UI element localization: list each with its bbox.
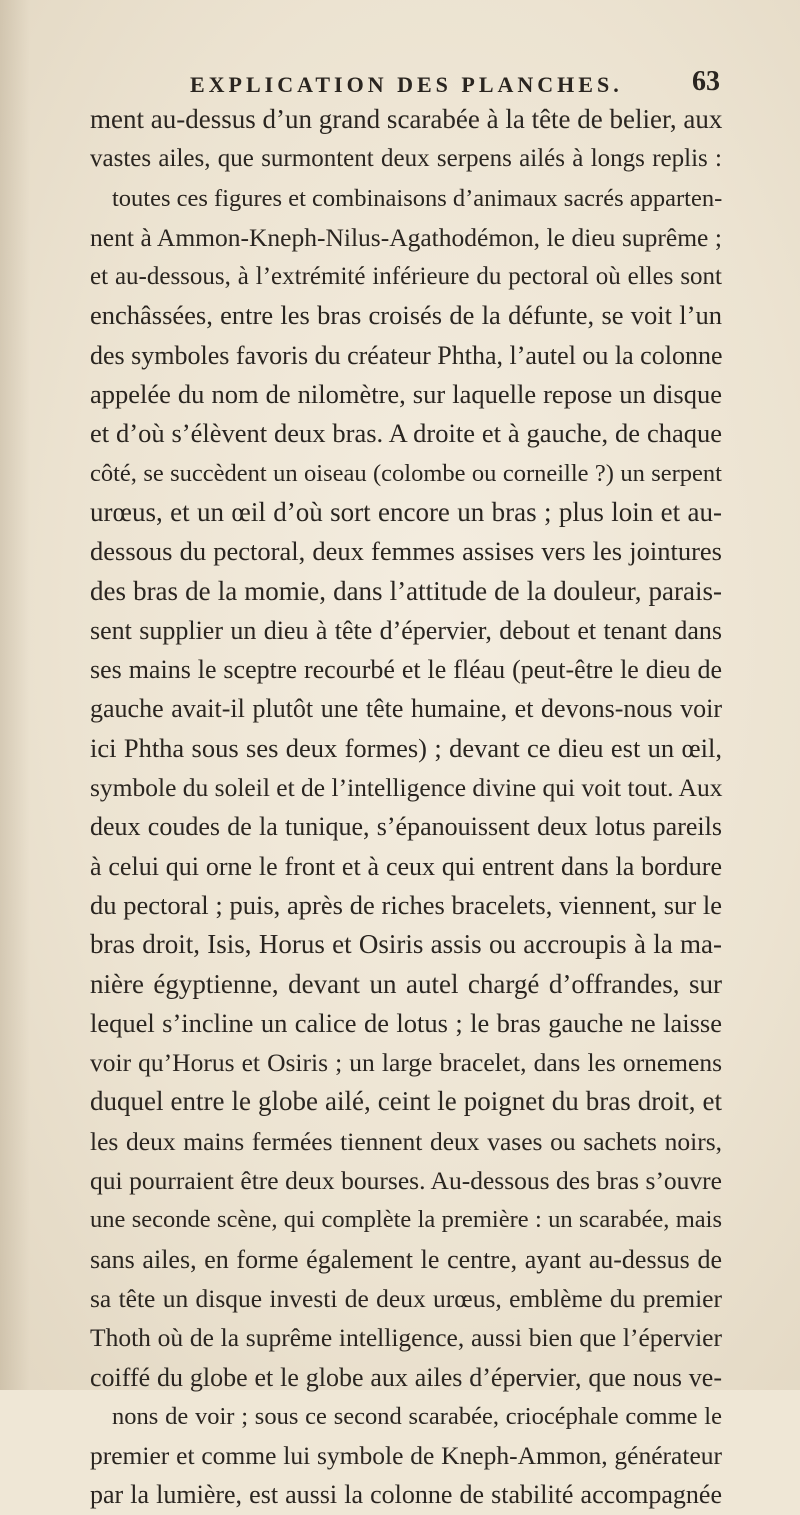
text-line: dessous du pectoral, deux femmes assises vers les jointures — [90, 536, 722, 567]
text-line: ses mains le sceptre recourbé et le fléau (peut-être le dieu de — [90, 655, 722, 685]
text-line: appelée du nom de nilomètre, sur laquelle repose un disque — [90, 379, 722, 410]
text-line: deux coudes de la tunique, s’épanouissent deux lotus pareils — [90, 812, 722, 842]
text-line: par la lumière, est aussi la colonne de stabilité accompagnée — [90, 1480, 722, 1510]
text-line: vastes ailes, que surmontent deux serpens ailés à longs replis : — [90, 145, 722, 173]
page-number: 63 — [692, 66, 720, 97]
text-line: et d’où s’élèvent deux bras. A droite et à gauche, de chaque — [90, 418, 722, 449]
text-line: sa tête un disque investi de deux urœus, emblème du premier — [90, 1283, 722, 1313]
text-line: premier et comme lui symbole de Kneph-Ammon, générateur — [90, 1441, 722, 1471]
text-line: voir qu’Horus et Osiris ; un large bracelet, dans les ornemens — [90, 1048, 722, 1078]
text-line: urœus, et un œil d’où sort encore un bras ; plus loin et au- — [90, 496, 722, 527]
text-line: côté, se succèdent un oiseau (colombe ou corneille ?) un serpent — [90, 459, 722, 487]
text-line: sans ailes, en forme également le centre, ayant au-dessus de — [90, 1244, 722, 1274]
text-line: lequel s’incline un calice de lotus ; le bras gauche ne laisse — [90, 1007, 722, 1038]
binding-shadow — [0, 0, 30, 1390]
text-line: ici Phtha sous ses deux formes) ; devant ce dieu est un œil, — [90, 732, 722, 763]
body-text — [90, 100, 722, 1515]
text-line: nent à Ammon-Kneph-Nilus-Agathodémon, le dieu suprême ; — [90, 222, 722, 252]
text-line: toutes ces figures et combinaisons d’animaux sacrés apparten- — [112, 184, 723, 212]
text-line: duquel entre le globe ailé, ceint le poignet du bras droit, et — [90, 1086, 722, 1117]
text-line: symbole du soleil et de l’intelligence divine qui voit tout. Aux — [90, 773, 723, 803]
text-line: des bras de la momie, dans l’attitude de la douleur, parais- — [90, 575, 722, 606]
text-line: sent supplier un dieu à tête d’épervier, debout et tenant dans — [90, 615, 722, 645]
text-line: les deux mains fermées tiennent deux vases ou sachets noirs, — [90, 1126, 722, 1156]
text-line: nière égyptienne, devant un autel chargé d’offrandes, sur — [90, 968, 722, 999]
text-line: des symboles favoris du créateur Phtha, l’autel ou la colonne — [90, 340, 723, 370]
text-line: bras droit, Isis, Horus et Osiris assis ou accroupis à la ma- — [90, 929, 722, 960]
text-line: coiffé du globe et le globe aux ailes d’épervier, que nous ve- — [90, 1362, 722, 1392]
text-line: ment au-dessus d’un grand scarabée à la tête de belier, aux — [90, 104, 723, 134]
text-line: gauche avait-il plutôt une tête humaine, et devons-nous voir — [90, 694, 722, 724]
text-line: et au-dessous, à l’extrémité inférieure du pectoral où elles sont — [90, 263, 722, 291]
text-line: du pectoral ; puis, après de riches bracelets, viennent, sur le — [90, 889, 722, 920]
text-line: enchâssées, entre les bras croisés de la défunte, se voit l’un — [90, 300, 722, 331]
text-line: qui pourraient être deux bourses. Au-dessous des bras s’ouvre — [90, 1166, 722, 1196]
text-line: une seconde scène, qui complète la première : un scarabée, mais — [90, 1206, 722, 1234]
running-head: EXPLICATION DES PLANCHES. — [190, 72, 623, 97]
text-line: Thoth où de la suprême intelligence, aussi bien que l’épervier — [90, 1323, 722, 1353]
page-header — [90, 62, 720, 102]
text-line: à celui qui orne le front et à ceux qui entrent dans la bordure — [90, 851, 722, 881]
text-line: nons de voir ; sous ce second scarabée, criocéphale comme le — [112, 1402, 722, 1430]
